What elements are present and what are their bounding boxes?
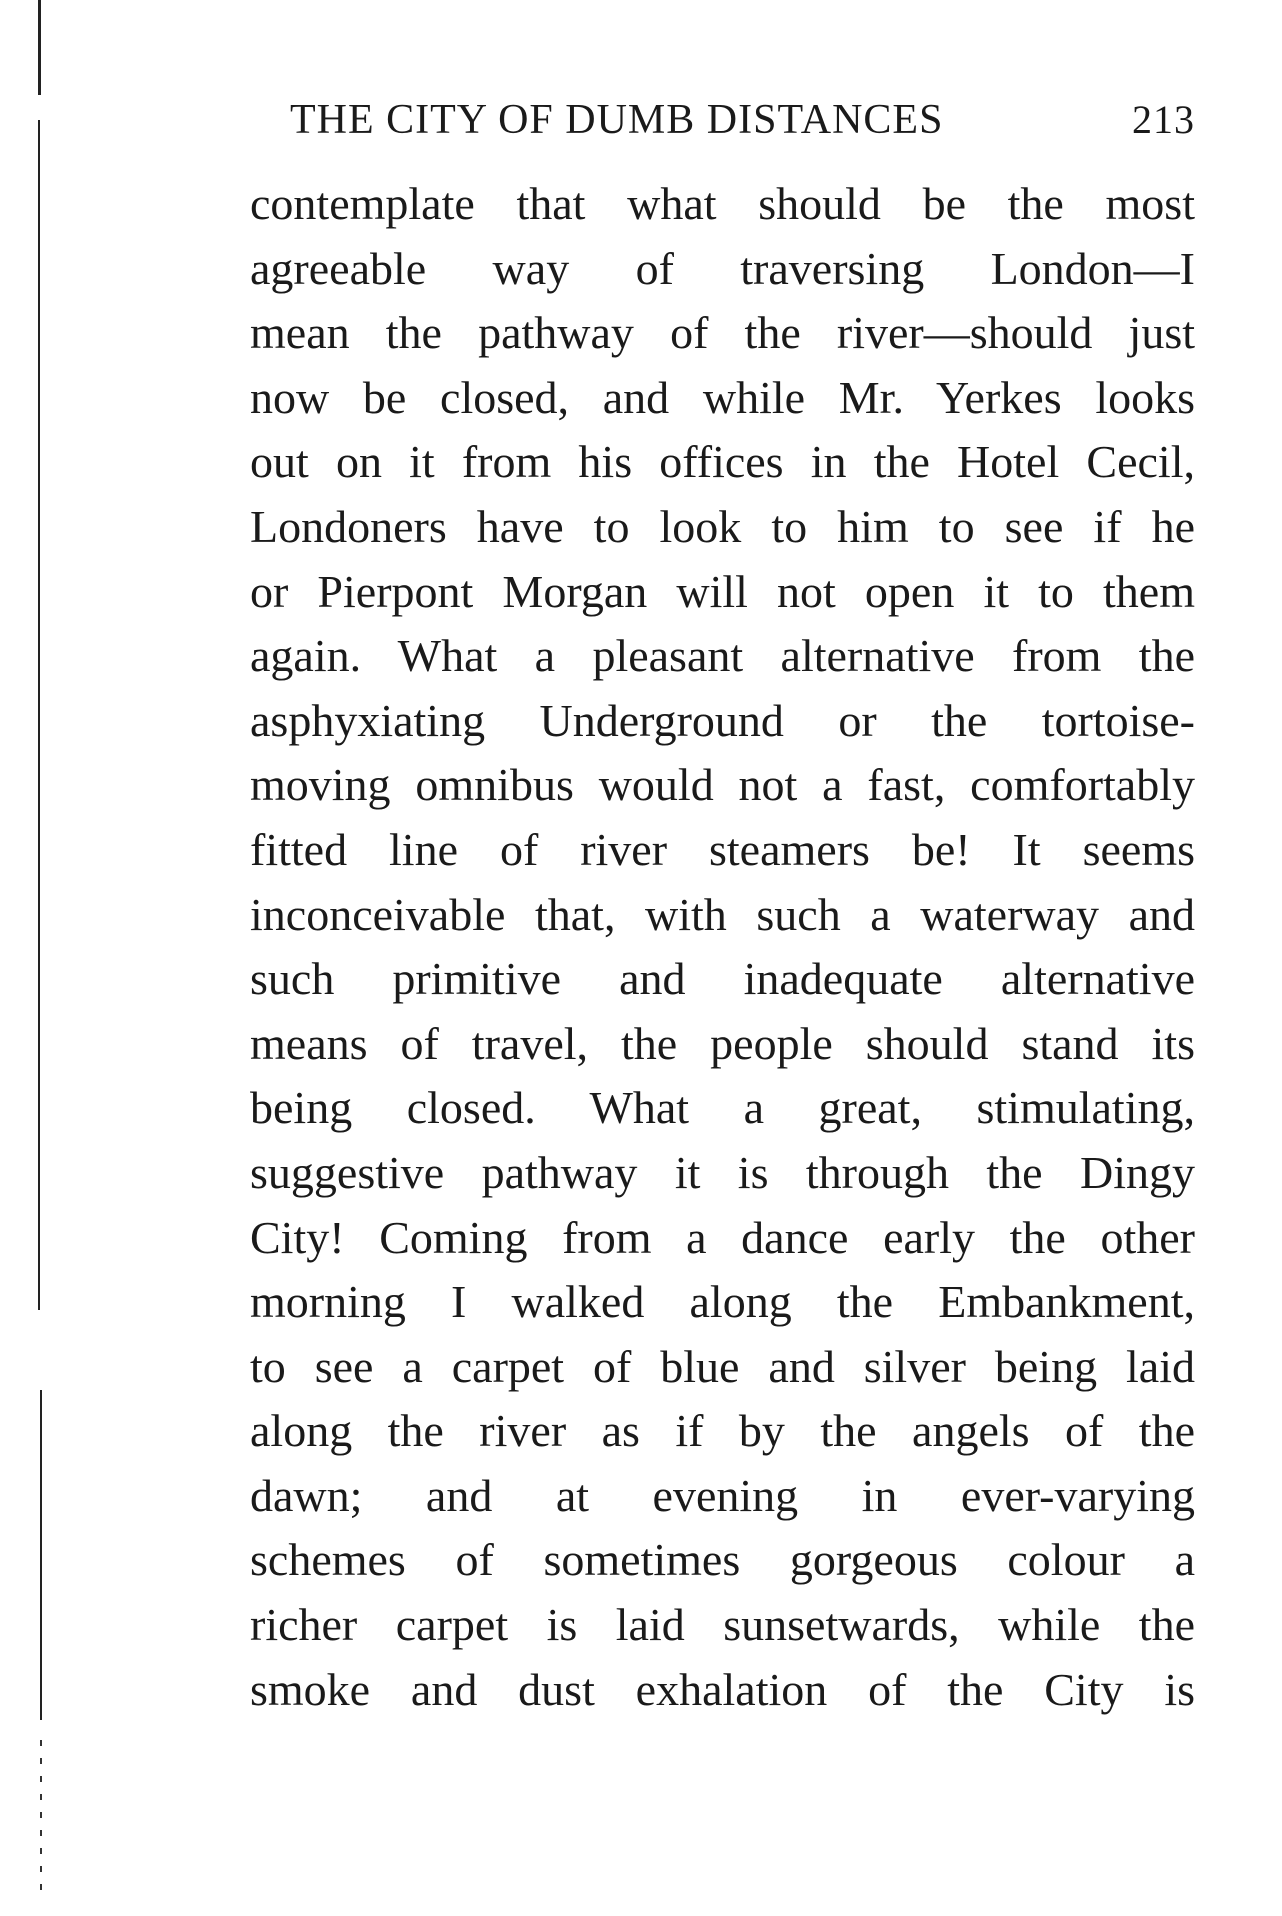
text-line: mean the pathway of the river—should just	[250, 307, 1195, 359]
text-line: to see a carpet of blue and silver being laid	[250, 1340, 1195, 1392]
text-line: agreeable way of traversing London—I	[250, 242, 1195, 294]
text-line: dawn; and at evening in ever-varying	[250, 1469, 1195, 1521]
running-title: THE CITY OF DUMB DISTANCES	[290, 97, 944, 143]
text-line: along the river as if by the angels of the	[250, 1405, 1195, 1457]
text-line: again. What a pleasant alternative from the	[250, 630, 1195, 682]
text-line: Londoners have to look to him to see if he	[250, 500, 1195, 552]
text-line: suggestive pathway it is through the Dingy	[250, 1146, 1195, 1198]
binding-shadow	[40, 1740, 42, 1890]
text-line: means of travel, the people should stand its	[250, 1017, 1195, 1069]
text-line: City! Coming from a dance early the other	[250, 1211, 1195, 1263]
running-head	[290, 96, 1195, 152]
binding-shadow	[40, 1390, 42, 1720]
body-text	[250, 172, 1195, 1722]
text-line: such primitive and inadequate alternative	[250, 953, 1195, 1005]
page-number: 213	[1132, 97, 1195, 142]
text-line: being closed. What a great, stimulating,	[250, 1082, 1195, 1134]
text-line: out on it from his offices in the Hotel Cecil,	[250, 436, 1195, 488]
binding-shadow	[38, 120, 40, 1310]
text-line: asphyxiating Underground or the tortoise-	[250, 694, 1195, 746]
text-line: or Pierpont Morgan will not open it to them	[250, 565, 1195, 617]
text-line: morning I walked along the Embankment,	[250, 1276, 1195, 1328]
text-line: inconceivable that, with such a waterway and	[250, 888, 1195, 940]
text-line: smoke and dust exhalation of the City is	[250, 1663, 1195, 1715]
text-line: richer carpet is laid sunsetwards, while the	[250, 1599, 1195, 1651]
text-line: contemplate that what should be the most	[250, 178, 1195, 229]
text-line: schemes of sometimes gorgeous colour a	[250, 1534, 1195, 1586]
binding-shadow	[38, 0, 41, 95]
text-line: moving omnibus would not a fast, comfortably	[250, 759, 1195, 811]
text-line: fitted line of river steamers be! It seems	[250, 823, 1195, 875]
text-line: now be closed, and while Mr. Yerkes looks	[250, 371, 1195, 423]
